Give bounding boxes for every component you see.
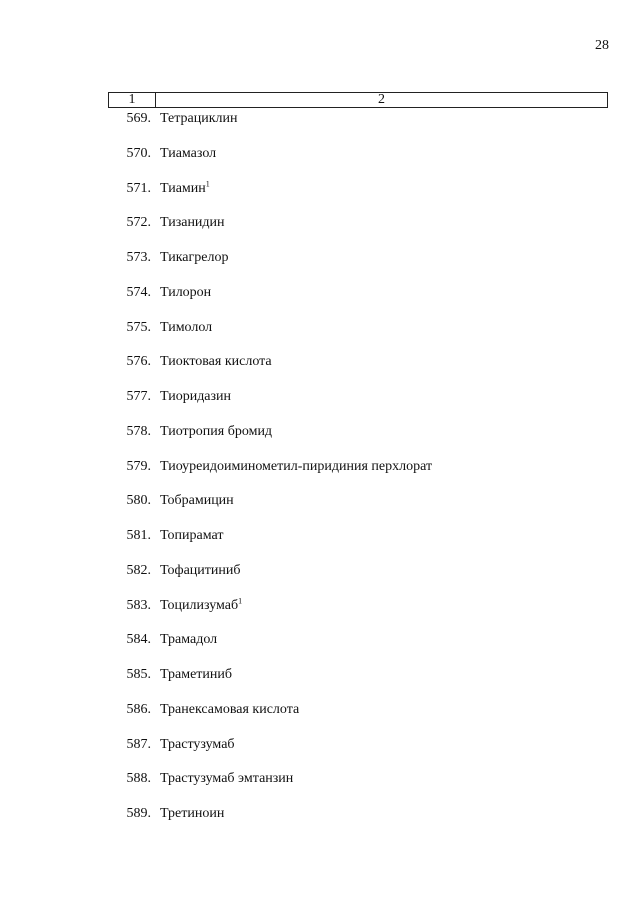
drug-name-text: Третиноин — [160, 806, 225, 821]
column-header-1: 1 — [109, 93, 156, 107]
drug-name — [160, 737, 235, 753]
drug-name-text: Тимолол — [160, 319, 213, 335]
drug-name — [160, 632, 217, 648]
drug-name-text: Топирамат — [160, 528, 224, 543]
list-item — [0, 526, 639, 561]
drug-name-text: Трастузумаб — [160, 736, 235, 752]
drug-name — [160, 667, 232, 683]
item-number: 579. — [126, 458, 151, 474]
drug-name — [160, 528, 223, 544]
list-item — [0, 422, 639, 457]
list-item — [0, 179, 639, 214]
item-number: 578. — [126, 423, 151, 439]
item-number: 576. — [126, 354, 151, 370]
list-item — [0, 109, 639, 144]
drug-name-text: Трамадол — [160, 632, 218, 648]
footnote-marker: 1 — [238, 595, 243, 605]
drug-name — [160, 493, 234, 509]
list-item — [0, 561, 639, 596]
drug-name-text: Тиоуреидоиминометил-пиридиния перхлорат — [160, 458, 433, 474]
list-item — [0, 213, 639, 248]
list-item — [0, 352, 639, 387]
drug-name-text: Тиоридазин — [160, 389, 232, 404]
drug-name-text: Тетрациклин — [160, 111, 238, 126]
page-number: 28 — [595, 38, 609, 53]
list-item — [0, 457, 639, 492]
list-item — [0, 665, 639, 700]
item-number: 588. — [126, 771, 151, 787]
list-item — [0, 283, 639, 318]
footnote-marker: 1 — [205, 178, 210, 188]
item-number: 573. — [126, 250, 151, 265]
drug-name — [160, 111, 238, 127]
item-number: 583. — [126, 597, 151, 613]
list-item — [0, 248, 639, 283]
item-number: 575. — [126, 319, 151, 335]
drug-name-text: Транексамовая кислота — [160, 701, 300, 717]
drug-name-text: Тикагрелор — [160, 250, 229, 265]
drug-name-text: Трастузумаб эмтанзин — [160, 771, 294, 787]
list-item — [0, 630, 639, 665]
drug-name-text: Тоцилизумаб — [160, 597, 239, 613]
list-item — [0, 596, 639, 631]
drug-name — [160, 771, 293, 787]
drug-name — [160, 424, 272, 440]
drug-name-text: Тиамин — [160, 180, 206, 196]
item-number: 586. — [126, 701, 151, 717]
drug-name-text: Тофацитиниб — [160, 562, 241, 578]
list-item — [0, 387, 639, 422]
drug-name — [160, 563, 241, 579]
drug-name — [160, 389, 231, 405]
column-header-2: 2 — [378, 92, 385, 107]
drug-name — [160, 459, 432, 475]
drug-name — [160, 250, 228, 266]
item-number: 587. — [126, 736, 151, 752]
list-item — [0, 700, 639, 735]
drug-name — [160, 320, 212, 336]
drug-name — [160, 806, 224, 822]
drug-name-text: Тиамазол — [160, 145, 217, 161]
item-number: 571. — [126, 180, 151, 196]
list-item — [0, 491, 639, 526]
item-number: 570. — [126, 145, 151, 161]
item-number: 577. — [126, 389, 151, 404]
list-item — [0, 144, 639, 179]
drug-name — [160, 215, 225, 231]
drug-name-text: Тиотропия бромид — [160, 423, 273, 439]
drug-name — [160, 595, 243, 614]
item-number: 569. — [126, 111, 151, 126]
drug-name — [160, 702, 299, 718]
drug-name — [160, 285, 211, 301]
item-number: 580. — [126, 493, 151, 509]
drug-name-text: Тилорон — [160, 284, 212, 300]
item-number: 572. — [126, 215, 151, 231]
drug-list — [0, 109, 639, 839]
drug-name-text: Траметиниб — [160, 667, 233, 682]
drug-name — [160, 178, 210, 197]
item-number: 584. — [126, 632, 151, 648]
list-item — [0, 804, 639, 839]
item-number: 574. — [126, 284, 151, 300]
table-column-header — [108, 92, 608, 108]
drug-name-text: Тизанидин — [160, 215, 225, 231]
list-item — [0, 318, 639, 353]
list-item — [0, 735, 639, 770]
item-number: 585. — [126, 667, 151, 682]
drug-name-text: Тиоктовая кислота — [160, 354, 272, 370]
item-number: 581. — [126, 528, 151, 543]
drug-name — [160, 354, 272, 370]
item-number: 582. — [126, 562, 151, 578]
item-number: 589. — [126, 806, 151, 821]
list-item — [0, 769, 639, 804]
drug-name-text: Тобрамицин — [160, 493, 234, 509]
drug-name — [160, 146, 216, 162]
